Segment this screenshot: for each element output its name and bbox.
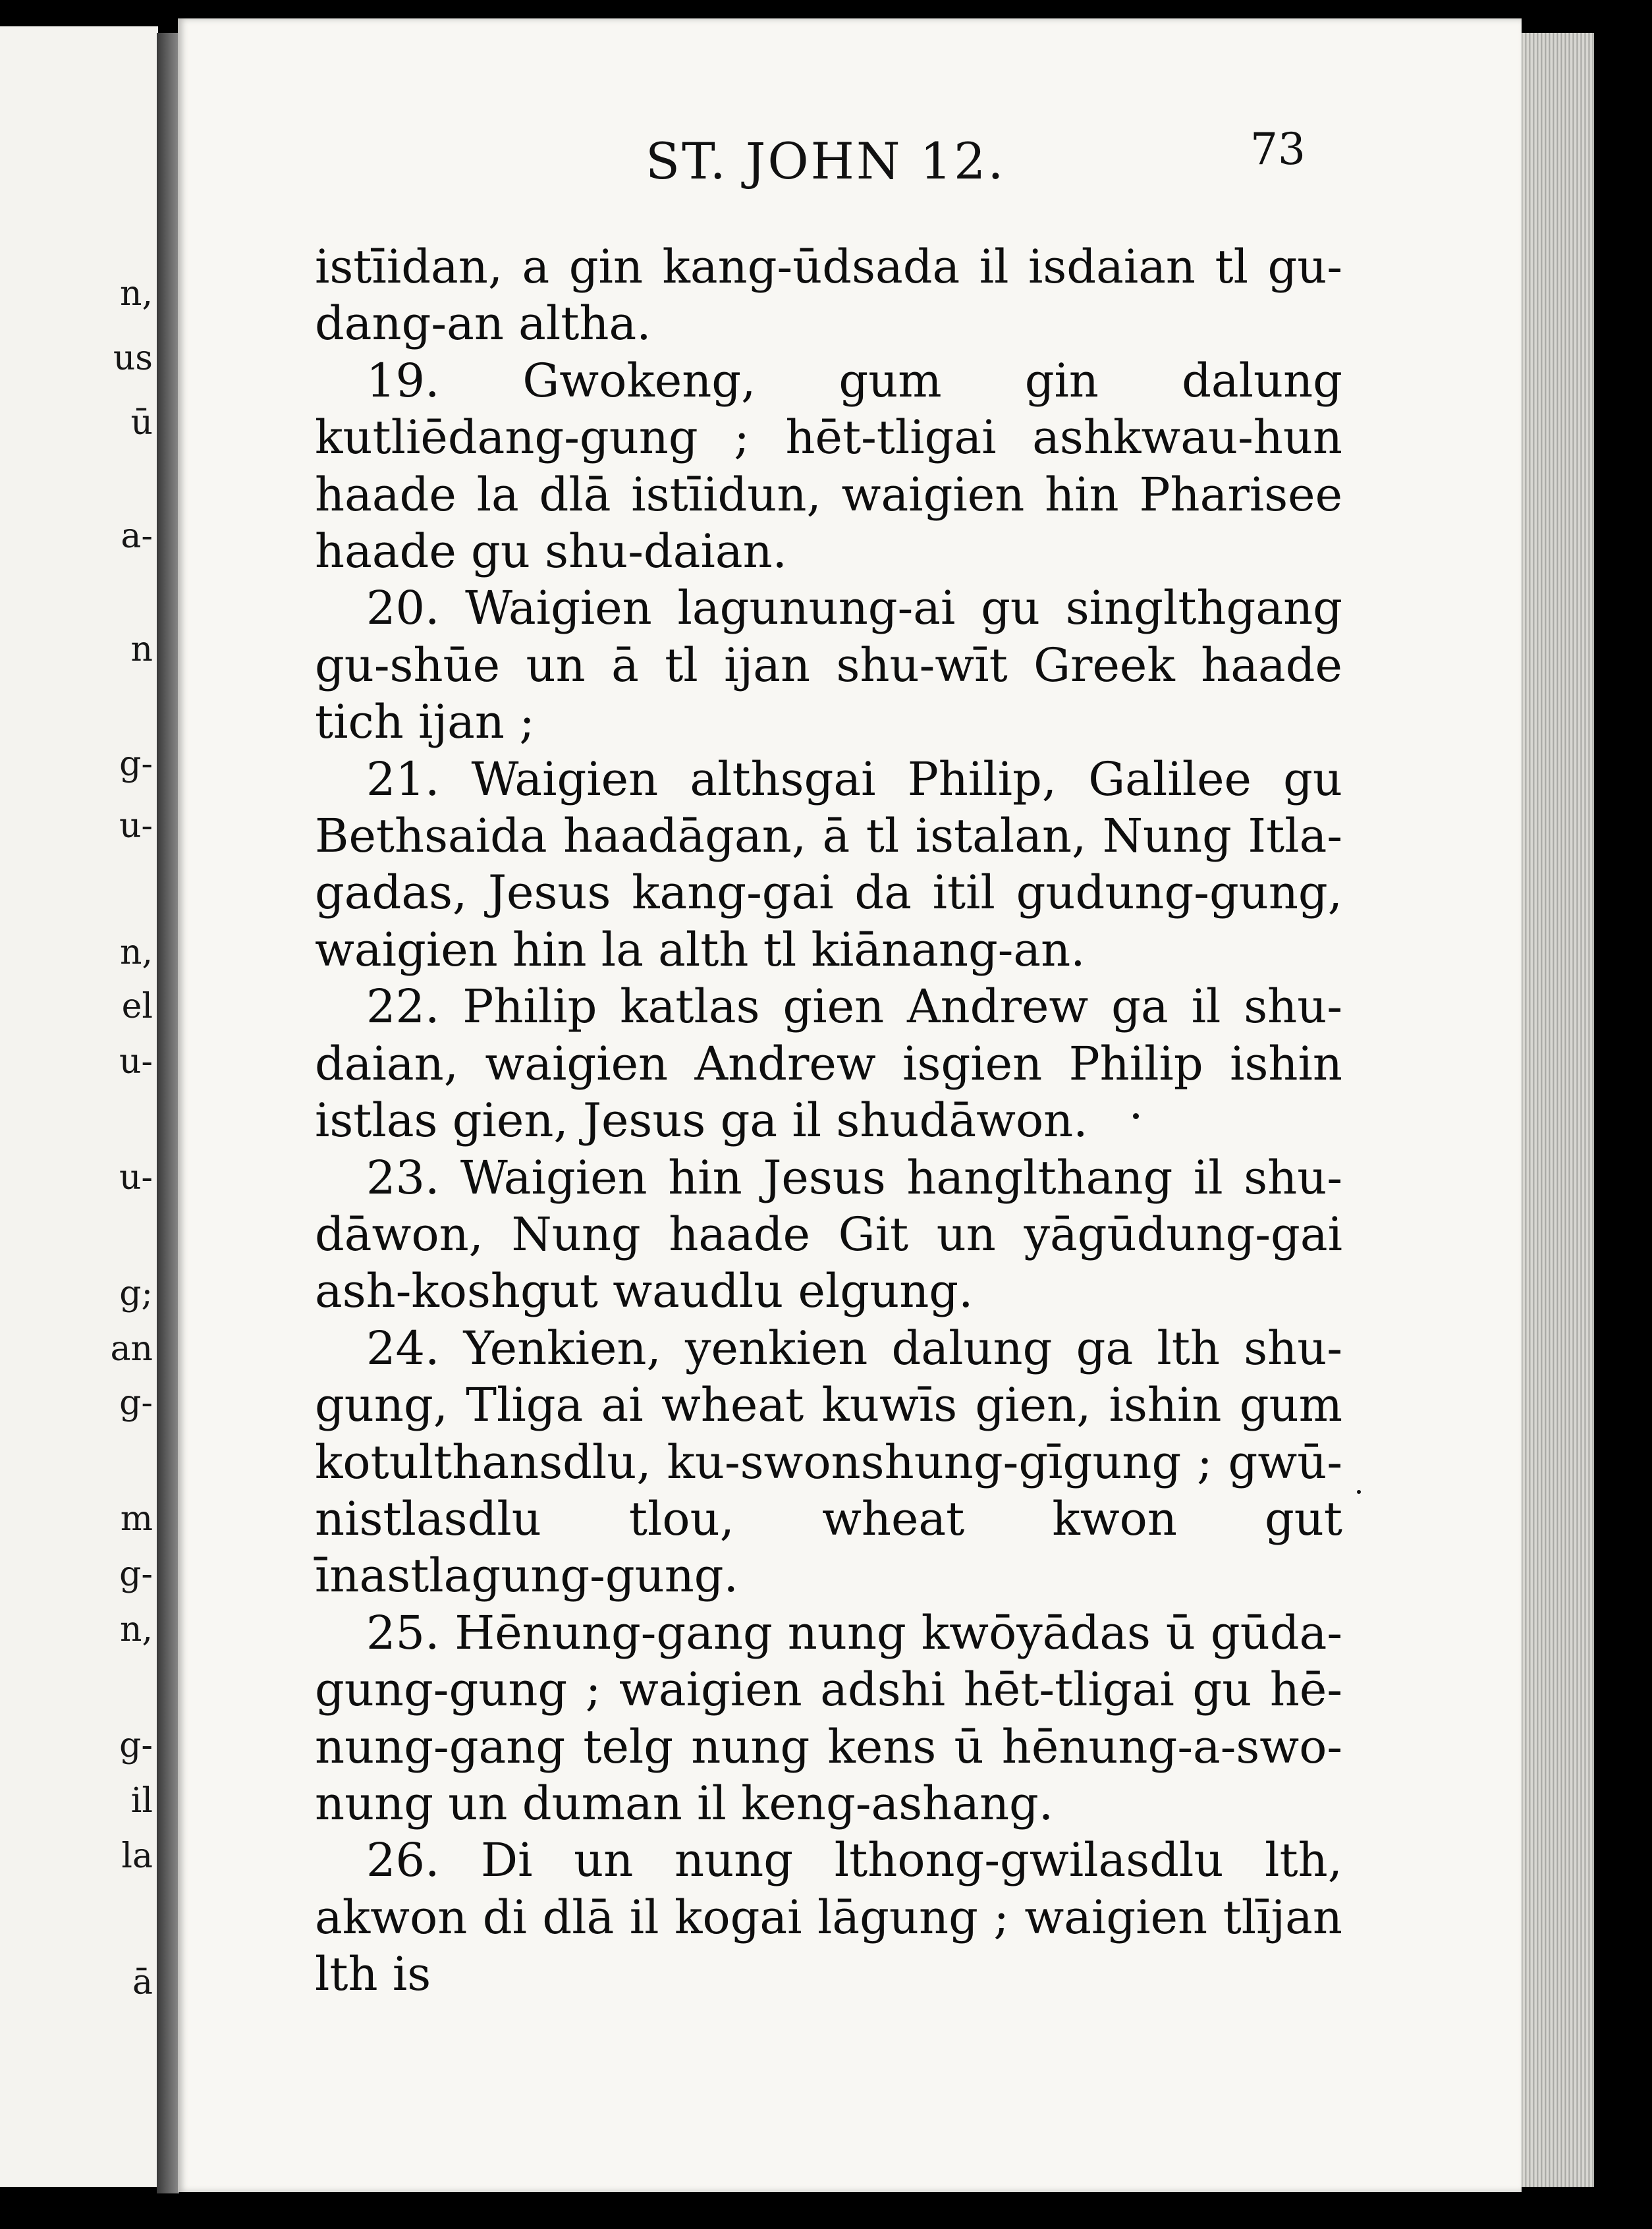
left-page-fragment: n: [130, 630, 153, 669]
left-page-fragment: g;: [119, 1274, 153, 1313]
page-number: 73: [1250, 124, 1306, 175]
left-page-fragment: g-: [119, 1726, 153, 1765]
verse-22: [315, 978, 1342, 1149]
verse-number: 26.: [366, 1833, 440, 1888]
verse-number: 23.: [366, 1150, 440, 1205]
verse-text: Waigien althsgai Philip, Galilee gu Bethsaida haadāgan, ā tl istalan, Nung Itla-gadas, Jesus kang-gai da itil gudung-gung, waigien hin la alth tl kiānang-an.: [315, 752, 1342, 977]
left-page-fragment: us: [113, 339, 153, 378]
verse-number: 20.: [366, 581, 440, 636]
verse-number: 22.: [366, 979, 440, 1034]
verse-text: Di un nung lthong-gwilasdlu lth, akwon di dlā il kogai lāgung ; waigien tlījan lth is: [315, 1833, 1342, 2002]
left-page-fragment: n,: [119, 1610, 153, 1649]
left-page-fragment: il: [130, 1781, 153, 1821]
verse-number: 24.: [366, 1321, 440, 1375]
verse-text: istīidan, a gin kang-ūdsada il isdaian tl gu-dang-an altha.: [315, 240, 1342, 351]
page-edges: [1515, 33, 1594, 2187]
body-text: [315, 238, 1342, 2003]
left-page-fragment: g-: [119, 1383, 153, 1423]
left-page-fragment: ū: [130, 403, 153, 443]
left-page-fragment: ā: [132, 1963, 153, 2002]
book-gutter: [157, 33, 179, 2193]
left-page-fragment: el: [121, 987, 153, 1026]
verse-text: Yenkien, yenkien dalung ga lth shu-gung, Tliga ai wheat kuwīs gien, ishin gum kotulthansdlu, ku-swonshung-gīgung ; gwū-nistlasdlu tlou, wheat kwon gut īnastlagung-gung.: [315, 1321, 1342, 1603]
running-head: ST. JOHN 12.: [646, 132, 1006, 190]
left-facing-page: [0, 26, 158, 2187]
left-page-fragment: n,: [119, 274, 153, 314]
left-page-fragment: a-: [121, 516, 153, 556]
left-page-fragment: u-: [119, 806, 153, 846]
verse-19: [315, 352, 1342, 580]
left-page-fragment: an: [110, 1329, 153, 1369]
verse-number: 21.: [366, 752, 440, 806]
left-page-fragment: u-: [119, 1158, 153, 1197]
verse-text: Gwokeng, gum gin dalung kutliēdang-gung ; hēt-tligai ashkwau-hun haade la dlā istīidun, waigien hin Pharisee haade gu shu-daian.: [315, 353, 1342, 579]
left-page-fragment: m: [120, 1499, 153, 1539]
verse-20: [315, 580, 1342, 750]
left-page-fragment: g-: [119, 1555, 153, 1594]
left-page-fragment: g-: [119, 744, 153, 784]
verse-23: [315, 1149, 1342, 1320]
verse-text: Waigien lagunung-ai gu singlthgang gu-shūe un ā tl ijan shu-wīt Greek haade tich ijan ;: [315, 581, 1342, 750]
verse-text: Philip katlas gien Andrew ga il shu-daian, waigien Andrew isgien Philip ishin istlas gien, Jesus ga il shudāwon.: [315, 979, 1342, 1148]
verse-continuation: [315, 238, 1342, 352]
verse-24: [315, 1320, 1342, 1605]
left-page-fragment: la: [121, 1836, 153, 1876]
ink-speck: [1357, 1490, 1361, 1494]
left-page-fragment: n,: [119, 933, 153, 972]
left-page-fragment: u-: [119, 1042, 153, 1082]
verse-number: 25.: [366, 1605, 440, 1660]
ink-speck: [1133, 1113, 1139, 1119]
verse-text: Hēnung-gang nung kwōyādas ū gūda-gung-gung ; waigien adshi hēt-tligai gu hē-nung-gang telg nung kens ū hēnung-a-swo-nung un duman il keng-ashang.: [315, 1605, 1342, 1830]
verse-text: Waigien hin Jesus hanglthang il shu-dāwon, Nung haade Git un yāgūdung-gai ash-koshgut waudlu elgung.: [315, 1150, 1342, 1319]
verse-26: [315, 1832, 1342, 2002]
verse-25: [315, 1605, 1342, 1832]
verse-number: 19.: [366, 353, 440, 408]
verse-21: [315, 751, 1342, 979]
